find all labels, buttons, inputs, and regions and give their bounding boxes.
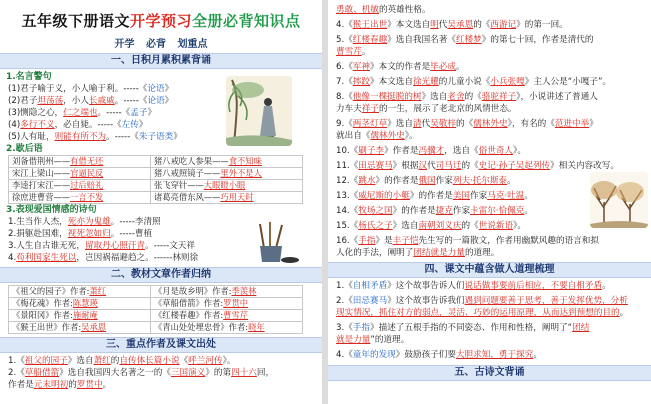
subtitle-word: 划重点 [177,39,208,50]
quote-line: (3)恻隐之心，仁之端也。-----《孟子》 [8,108,157,118]
source-line: 5.《红楼春趣》选自我国名著《红楼梦》的第七十回，作者是清代的 [336,35,594,45]
poem-line: 4.苟利国家生死以，岂因祸福避趋之。------林则徐 [8,253,199,263]
source-line: 7.《摔跤》本文选自徐光耀的儿童小说《小兵张嘎》主人公是“小嘎子”。 [336,77,611,87]
table-row: 徐庶进曹营——一言不发 诸葛亮借东风——巧用天时 [9,192,303,204]
quote-line: (2)君子坦荡荡，小人长戚戚。-----《论语》 [8,96,174,106]
authors-table [8,285,303,334]
sub-heading: 1.名言警句 [6,72,52,82]
table-row: 《祖父的园子》作者:萧红 《月是故乡明》作者:季羡林 [9,286,303,298]
table-row: 《梅花魂》作者:陈慧瑛 《草船借箭》作者:罗贯中 [9,298,303,310]
scholar-illustration [226,76,292,146]
source-line: 力车夫祥子的一生，展示了老北京的风情世态。 [336,104,517,114]
morals-list [328,280,651,361]
source-line: 8.《他像一棵挺脱的树》选自老舍的《骆驼祥子》，小说讲述了普通人 [336,92,598,102]
source-line: 13.《威尼斯的小艇》的作者是美国作家马克·吐温。 [336,191,533,201]
title-part-3: 全册必背知识点 [192,12,301,30]
poem-line: 2.捐躯赴国难，视死忽如归。-----曹植 [8,229,153,239]
source-line: 人化的手法，阐明了团结就是力量的道理。 [336,248,500,258]
quote-line: (4)多行不义，必自毙。-----《左传》 [8,120,148,130]
source-line: 15.《杨氏之子》选自南朝刘义庆的《世说新语》。 [336,221,526,231]
source-line: 10.《刷子李》作者是冯骥才，选自《俗世奇人》。 [336,146,526,156]
sources-list [0,355,322,391]
moral-line: 1.《自相矛盾》这个故事告诉人们说话做事要前后相应，不要自相矛盾。 [336,281,611,291]
source-line: 作者是元末明初的罗贯中。 [8,380,112,390]
subtitle-word: 开学 [114,39,135,50]
page-title [0,10,322,31]
source-line: 曹雪芹。 [336,47,371,57]
section-header: 四、课文中蕴含做人道理梳理 [328,262,651,278]
subtitle-word: 必背 [146,39,166,50]
moral-line: 2.《田忌赛马》这个故事告诉我们遇到问题要善于思考，善于发挥优势，分析 [336,296,628,306]
table-row: 宋江上梁山——官逼民反 猪八戒照镜子——里外不是人 [9,168,303,180]
moral-line: 现实情况，抓住对方的弱点，灵活、巧妙的运用原理，从而达到预想的目的。 [336,308,629,318]
table-row: 《猴王出世》作者:吴承恩 《青山处处埋忠骨》作者:晓年 [9,322,303,334]
poem-line: 1.生当作人杰，死亦为鬼雄。-----李清照 [8,217,161,227]
table-row: 《景阳冈》作者:施耐庵 《红楼春趣》作者:曹雪芹 [9,310,303,322]
left-page [0,0,322,404]
poem-line: 3.人生自古谁无死，留取丹心照汗青。-----文天祥 [8,241,196,251]
source-line: 11.《田忌赛马》根据汉代司马迁的《史记·孙子吴起列传》相关内容改写。 [336,161,619,171]
source-line: 2.《草船借箭》选自我国四大名著之一的《三国演义》的第四十六回， [8,368,275,378]
source-line: 16.《手指》是丰子恺先生写的一篇散文，作者用幽默风趣的语言和拟 [336,236,599,246]
brush-pot-illustration [252,222,300,266]
shrubs-illustration [590,172,648,228]
source-line: 1.《祖父的园子》选自萧红的自传体长篇小说《呼兰河传》。 [8,356,236,366]
source-line: 14.《牧场之国》的作者是捷克作家卡雷尔·恰佩克。 [336,206,533,216]
table-row: 李逵打宋江——过后赔礼 张飞穿针——大眼瞪小眼 [9,180,303,192]
source-line: 4.《猴王出世》本文选自明代吴承恩的《西游记》的第一回。 [336,20,568,30]
table-row: 刘备借荆州——有借无还 猪八戒吃人参果——食不知味 [9,156,303,168]
source-line: 6.《军神》本文的作者是毕必成。 [336,62,465,72]
section-header: 二、教材文章作者归纳 [0,267,322,283]
subtitle [0,35,322,50]
source-line: 9.《两茎灯草》选自清代吴敬梓的《儒林外史》，有名的《范进中举》 [336,119,598,129]
right-page [328,0,651,404]
idioms-table [8,155,303,204]
quote-line: (5)人有耻，则能有所不为。-----《朱子语类》 [8,132,182,142]
source-line: 12.《跳水》的作者是俄国作家列夫·托尔斯泰。 [336,176,516,186]
section-header: 五、古诗文背诵 [328,365,651,381]
source-line: 就出自《儒林外史》。 [336,131,418,141]
section-header: 三、重点作者及课文出处 [0,337,322,353]
title-part-1: 五年级下册语文 [21,12,130,30]
source-line: 勇敢、机敏的英雄性格。 [336,5,431,15]
moral-line: 3.《手指》描述了五根手指的不同姿态、作用和性格，阐明了“团结 [336,323,590,333]
sub-heading: 3.表现爱国情感的诗句 [6,205,97,215]
moral-line: 4.《童年的发现》鼓励孩子们要大胆求知，勇于探究。 [336,350,542,360]
quote-line: (1)君子喻于义，小人喻于利。-----《论语》 [8,84,174,94]
title-part-2: 开学预习 [129,12,192,30]
moral-line: 就是力量”的道理。 [336,335,410,345]
section-header: 一、日积月累积累背诵 [0,53,322,69]
sub-heading: 2.歇后语 [6,144,43,154]
